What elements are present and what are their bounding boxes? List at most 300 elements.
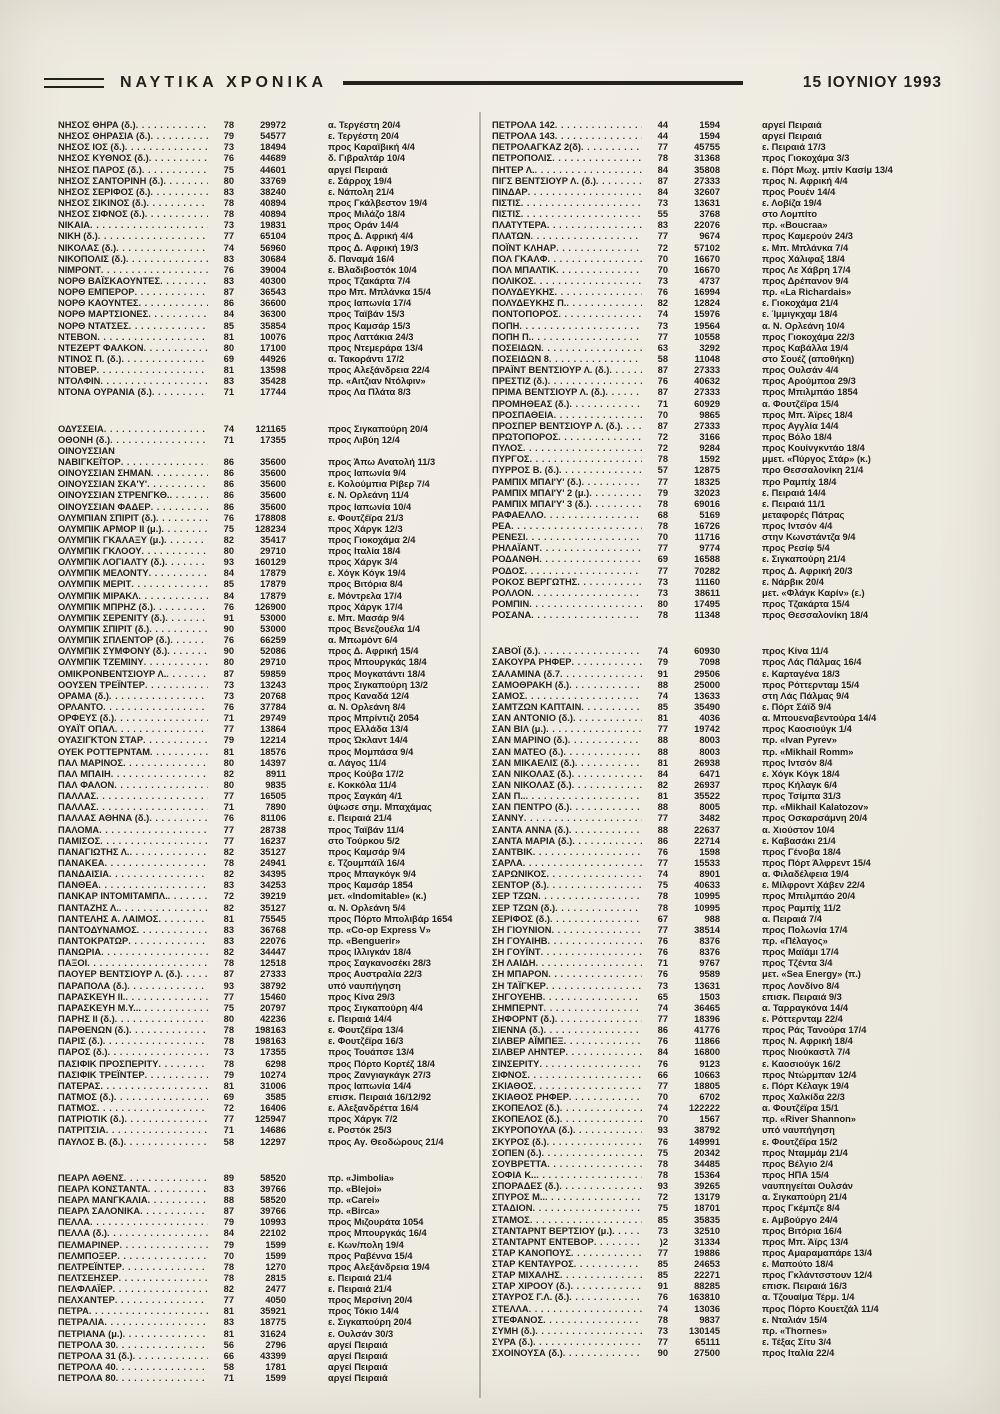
ship-status: μετ. «Sea Energy» (π.): [762, 969, 861, 980]
ship-status: ε. Μπ. Μπλάνκα 7/4: [762, 242, 849, 253]
dot-leader: [90, 1217, 208, 1228]
dot-leader: [563, 747, 642, 758]
ship-name: ΡΟΚΟΣ ΒΕΡΓΩΤΗΣ: [492, 576, 578, 587]
ship-tonnage: 54577: [260, 131, 286, 142]
ship-tonnage: 81106: [260, 813, 286, 824]
ship-tonnage: 12824: [694, 298, 720, 309]
ship-row: [492, 657, 944, 668]
ship-name-cell: [492, 454, 642, 465]
ship-name: ΟΛΥΜΠΙΚ ΓΚΛΟΟΥ: [58, 546, 142, 557]
ship-row: [492, 936, 944, 947]
ship-name-cell: [492, 836, 642, 847]
dot-leader: [119, 903, 208, 914]
ship-tonnage: 1567: [699, 1114, 720, 1125]
ship-name: ΝΤΟΝΑ ΟΥΡΑΝΙΑ (δ.): [58, 387, 152, 398]
dot-leader: [511, 521, 642, 532]
ship-name-cell: [492, 1092, 642, 1103]
ship-year: 74: [223, 423, 234, 434]
ship-tonnage: 43399: [260, 1350, 286, 1361]
dot-leader: [525, 532, 642, 543]
ship-name-cell: [58, 287, 208, 298]
ship-name-cell: [58, 332, 208, 343]
ship-row: [492, 802, 944, 813]
ship-name-cell: [58, 635, 208, 646]
ship-tonnage: 178808: [254, 512, 286, 523]
ship-name: ΣΗ ΓΟΥΪΝΤ: [492, 947, 541, 958]
ship-status: μμετ. «Πύργος Στάρ» (κ.): [762, 454, 871, 465]
ship-name: ΠΟΝΤΟΠΟΡΟΣ: [492, 309, 559, 320]
ship-name: ΣΥΡΑ (δ.): [492, 1337, 534, 1348]
ship-row: [58, 187, 472, 198]
ship-row: [58, 680, 472, 691]
ship-name: ΠΑΛ ΜΠΑΙΗ: [58, 768, 111, 779]
ship-name-cell: [58, 187, 208, 198]
dot-leader: [551, 925, 642, 936]
ship-tonnage: 125947: [254, 1114, 286, 1125]
ship-name: ΠΑΤΕΡΑΣ: [58, 1080, 101, 1091]
ship-name-cell: [492, 165, 642, 176]
ship-name-cell: [58, 153, 208, 164]
ship-status: προς Λονδίνο 8/4: [762, 980, 840, 991]
ship-status: προς Λιβύη 12/4: [328, 434, 400, 445]
ship-tonnage: 1270: [265, 1261, 286, 1272]
ship-status: προς Αγγλία 14/4: [762, 420, 839, 431]
ship-year: 66: [223, 1350, 234, 1361]
ship-year: 76: [657, 969, 668, 980]
dot-leader: [115, 724, 208, 735]
ship-status: προς Κίνα 11/4: [762, 646, 829, 657]
ship-name: ΡΗΛΑΪΑΝΤ: [492, 543, 540, 554]
ship-row: [492, 1192, 944, 1203]
dot-leader: [149, 624, 208, 635]
ship-name: ΠΑΛ ΜΑΡΙΝΟΣ: [58, 757, 123, 768]
dot-leader: [126, 254, 208, 265]
ship-name: ΟΥΑΪΤ ΟΠΑΛ: [58, 724, 115, 735]
dot-leader: [121, 457, 208, 468]
ship-year: 63: [657, 342, 668, 353]
ship-status: αργεί Πειραιά: [328, 1350, 388, 1361]
ship-tonnage: 44689: [260, 153, 286, 164]
ship-year: 77: [657, 476, 668, 487]
ship-name: ΠΑΝΘΕΑ: [58, 880, 99, 891]
dot-leader: [96, 791, 208, 802]
ship-year: 77: [223, 791, 234, 802]
ship-name: ΝΗΣΟΣ ΣΑΝΤΟΡΙΝΗ (δ.): [58, 175, 164, 186]
ship-year: 72: [657, 443, 668, 454]
ship-year: 79: [223, 131, 234, 142]
ship-tonnage: 18576: [260, 746, 286, 757]
masthead-rule: [343, 81, 743, 85]
ship-row: [58, 780, 472, 791]
ship-year: 72: [223, 1103, 234, 1114]
ship-name-cell: [58, 1003, 208, 1014]
ship-name-cell: [58, 903, 208, 914]
dot-leader: [152, 387, 208, 398]
ship-tonnage: 26937: [694, 780, 720, 791]
dot-leader: [547, 1137, 642, 1148]
ship-status: προς Κήλαγκ 6/4: [762, 780, 837, 791]
ship-year: 76: [657, 376, 668, 387]
ship-status: προς Μπ. Άϊρες 18/4: [762, 409, 853, 420]
ship-name-cell: [58, 176, 208, 187]
dot-leader: [115, 1295, 208, 1306]
dot-leader: [104, 1317, 208, 1328]
ship-year: 90: [657, 1348, 668, 1359]
ship-tonnage: 44601: [260, 164, 286, 175]
ship-name: ΠΟΛΙΚΟΣ: [492, 275, 534, 286]
dot-leader: [131, 579, 208, 590]
ship-name-cell: [492, 1125, 642, 1136]
ship-year: 72: [657, 242, 668, 253]
dot-leader: [519, 321, 642, 332]
ship-name-cell: [58, 243, 208, 254]
dot-leader: [124, 1114, 208, 1125]
ship-name: ΠΕΤΡΟΛΑ 80: [58, 1373, 116, 1384]
dot-leader: [560, 669, 642, 680]
ship-name: ΠΕΑΡΛ ΣΑΛΟΝΙΚΑ: [58, 1206, 141, 1217]
ship-row: [58, 457, 472, 468]
ship-name-cell: [492, 724, 642, 735]
ship-year: 78: [223, 1025, 234, 1036]
ship-name-cell: [58, 1284, 208, 1295]
dot-leader: [548, 376, 642, 387]
ship-status: προς Βιτόρια 8/4: [328, 579, 403, 590]
ship-status: α. Τζουαίμα Τέρμ. 1/4: [762, 1292, 855, 1303]
ship-year: 87: [657, 387, 668, 398]
ship-name-cell: [58, 1295, 208, 1306]
ship-name: ΠΑΟΥΕΡ ΒΕΝΤΣΙΟΥΡ Λ. (δ.): [58, 969, 181, 980]
ship-tonnage: 34485: [694, 1158, 720, 1169]
ship-year: 79: [223, 1217, 234, 1228]
ship-name-cell: [58, 947, 208, 958]
ship-status: προς Σαγκανοσέκι 28/3: [328, 958, 431, 969]
ship-row: [492, 243, 944, 254]
ship-name-cell: [58, 513, 208, 524]
dot-leader: [100, 376, 208, 387]
ship-year: 86: [223, 456, 234, 467]
ship-year: 84: [657, 768, 668, 779]
ship-row: [58, 657, 472, 668]
ship-year: 76: [657, 1058, 668, 1069]
ship-name: ΠΡΙΜΑ ΒΕΝΤΣΙΟΥΡ Λ. (δ.): [492, 387, 606, 398]
ship-name-cell: [492, 680, 642, 691]
ship-name: ΠΑΝΤΟΔΥΝΑΜΟΣ: [58, 924, 137, 935]
ship-year: 71: [223, 713, 234, 724]
dot-leader: [547, 254, 642, 265]
ship-row: [58, 424, 472, 435]
ship-row: [492, 702, 944, 713]
ship-row: [58, 490, 472, 501]
ship-year: 88: [657, 802, 668, 813]
ship-row: [58, 702, 472, 713]
dot-leader: [180, 969, 208, 980]
dot-leader: [106, 1125, 208, 1136]
dot-leader: [534, 276, 642, 287]
ship-name: ΣΑΜΟΣ: [492, 690, 525, 701]
dot-leader: [114, 713, 208, 724]
ship-status: προς Θεσσαλονίκη 18/4: [762, 610, 869, 621]
ship-name: ΝΑΒΙΓΚΕΪΤΟΡ: [58, 456, 121, 467]
ship-tonnage: 34253: [260, 880, 286, 891]
ship-name-cell: [492, 1259, 642, 1270]
ship-year: 83: [223, 935, 234, 946]
ship-name-cell: [492, 791, 642, 802]
ship-year: 76: [657, 287, 668, 298]
dot-leader: [523, 858, 642, 869]
ship-status: προς Ώκλαντ 14/4: [328, 735, 408, 746]
ship-name-cell: [492, 532, 642, 543]
ship-status: προς Μπιλμπάο 20/4: [762, 891, 856, 902]
dot-leader: [525, 691, 642, 702]
ship-status: προς Ζανγιαγκάγκ 27/3: [328, 1069, 431, 1080]
dot-leader: [114, 1092, 208, 1103]
ship-status: ε. Κων/πολη 19/4: [328, 1239, 404, 1250]
ship-row: [58, 791, 472, 802]
ship-name-cell: [58, 1173, 208, 1184]
ship-row: [58, 613, 472, 624]
ship-row: [492, 532, 944, 543]
ship-name-cell: [58, 1125, 208, 1136]
ship-name-cell: [492, 588, 642, 599]
ship-year: 84: [657, 164, 668, 175]
ship-year: 86: [223, 298, 234, 309]
ship-row: [492, 387, 944, 398]
ship-name-cell: [492, 1348, 642, 1359]
ship-name: ΠΙΣΤΙΣ: [492, 197, 521, 208]
ship-row: [492, 1337, 944, 1348]
ship-tonnage: 41776: [694, 1025, 720, 1036]
ship-year: 76: [657, 846, 668, 857]
ship-row: [492, 958, 944, 969]
ship-year: 77: [657, 1337, 668, 1348]
dot-leader: [525, 791, 642, 802]
ship-name-cell: [58, 825, 208, 836]
ship-row: [58, 1025, 472, 1036]
ship-name-cell: [492, 1003, 642, 1014]
ship-row: [492, 1170, 944, 1181]
ship-row: [58, 435, 472, 446]
dot-leader: [150, 747, 208, 758]
ship-name-cell: [492, 399, 642, 410]
ship-year: 76: [223, 702, 234, 713]
ship-name-cell: [58, 702, 208, 713]
dot-leader: [529, 1304, 642, 1315]
ship-row: [492, 1248, 944, 1259]
ship-name: ΣΟΦΙΑ Κ..: [492, 1169, 537, 1180]
ship-name-cell: [58, 1070, 208, 1081]
ship-status: προς Αγ. Θεοδώρους 21/4: [328, 1136, 444, 1147]
ship-name: ΝΟΡΘ ΜΑΡΤΣΙΟΝΕΣ: [58, 309, 149, 320]
ship-name: ΠΡΟΜΗΘΕΑΣ (δ.): [492, 398, 570, 409]
dot-leader: [147, 479, 208, 490]
ship-name: ΠΟΛ ΜΠΑΛΤΙΚ: [492, 264, 557, 275]
ship-name-cell: [58, 713, 208, 724]
ship-year: 71: [223, 387, 234, 398]
ship-row: [58, 969, 472, 980]
ship-name-cell: [492, 992, 642, 1003]
ship-row: [492, 1025, 944, 1036]
ship-year: 73: [223, 220, 234, 231]
ship-name-cell: [492, 410, 642, 421]
ship-status: δ. Γιβραλτάρ 10/4: [328, 153, 406, 164]
ship-row: [58, 1306, 472, 1317]
dot-leader: [535, 958, 642, 969]
ship-year: 78: [223, 1036, 234, 1047]
ship-name-cell: [58, 1317, 208, 1328]
ship-name-cell: [58, 1251, 208, 1262]
ship-year: 87: [223, 969, 234, 980]
ship-year: 76: [657, 935, 668, 946]
ship-row: [492, 287, 944, 298]
ship-year: 80: [223, 657, 234, 668]
ship-name: ΣΑΝ Π..: [492, 791, 526, 802]
ship-row: [58, 265, 472, 276]
ship-row: [492, 1215, 944, 1226]
ship-status: υπό ναυπήγηση: [762, 1125, 835, 1136]
ship-row: [492, 488, 944, 499]
ship-row: [492, 465, 944, 476]
ship-row: [58, 365, 472, 376]
ship-status: πρ. «Birca»: [328, 1206, 380, 1217]
ship-year: 83: [223, 1317, 234, 1328]
dot-leader: [589, 499, 642, 510]
ship-tonnage: 8005: [699, 802, 720, 813]
dot-leader: [149, 153, 208, 164]
ship-status: ε. Αλεξανδρέττα 16/4: [328, 1103, 419, 1114]
dot-leader: [546, 869, 642, 880]
ship-name-cell: [58, 657, 208, 668]
ship-tonnage: 10995: [694, 891, 720, 902]
ship-name: ΠΥΛΟΣ: [492, 443, 523, 454]
dot-leader: [167, 646, 208, 657]
ship-year: 70: [657, 532, 668, 543]
ship-year: 78: [223, 197, 234, 208]
dot-leader: [87, 958, 208, 969]
ship-year: 76: [223, 153, 234, 164]
dot-leader: [100, 836, 208, 847]
ship-status: προς Ράς Τανούρα 17/4: [762, 1025, 867, 1036]
ship-status: προς Μπουργκάς 18/4: [328, 657, 427, 668]
ship-name-cell: [492, 691, 642, 702]
ship-row: [492, 309, 944, 320]
ship-tonnage: 35490: [694, 702, 720, 713]
ship-year: 80: [657, 599, 668, 610]
ship-status: προς Ραβέννα 15/4: [328, 1250, 413, 1261]
dot-leader: [546, 880, 642, 891]
ship-tonnage: 7890: [265, 802, 286, 813]
ship-name: ΠΑΝΔΑΙΣΙΑ: [58, 869, 109, 880]
ship-status: προς Χάργκ 3/4: [328, 557, 398, 568]
ship-name: ΠΑΡΘΕΝΩΝ (δ.): [58, 1025, 129, 1036]
ship-status: προς Αυστραλία 22/3: [328, 969, 422, 980]
ship-name-cell: [492, 1248, 642, 1259]
ship-year: 71: [657, 958, 668, 969]
ship-tonnage: 35522: [694, 791, 720, 802]
ship-row: [58, 298, 472, 309]
ship-name-cell: [492, 1315, 642, 1326]
ship-tonnage: 40300: [260, 275, 286, 286]
ship-year: 70: [657, 409, 668, 420]
dot-leader: [527, 1070, 642, 1081]
ship-row: [58, 524, 472, 535]
ship-name: ΟΛΥΜΠΙΚ ΓΚΑΛΑΞΥ (μ.): [58, 534, 165, 545]
ship-status: ε. Αμβούργο 24/4: [762, 1214, 838, 1225]
ship-row: [58, 1195, 472, 1206]
ship-name-cell: [58, 165, 208, 176]
ship-name-cell: [492, 758, 642, 769]
ship-status: στη Λάς Πάλμας 9/4: [762, 690, 850, 701]
ship-status: ε. Ρόττερνταμ 22/4: [762, 1013, 843, 1024]
ship-tonnage: 3292: [699, 342, 720, 353]
ship-row: [58, 276, 472, 287]
ship-name-cell: [58, 1329, 208, 1340]
ship-year: 88: [657, 824, 668, 835]
ship-status: αργεί Πειραιά: [762, 120, 822, 130]
ship-name: ΟΙΝΟΥΣΣΙΑΝ ΣΚΑ'Υ': [58, 479, 148, 490]
ship-row: [492, 914, 944, 925]
ship-name-cell: [58, 321, 208, 332]
ship-tonnage: 29506: [694, 668, 720, 679]
dot-leader: [125, 992, 208, 1003]
dot-leader: [620, 421, 642, 432]
ship-year: 84: [657, 186, 668, 197]
ship-year: 84: [223, 1228, 234, 1239]
ship-year: 88: [223, 1194, 234, 1205]
ship-tonnage: 11048: [694, 353, 720, 364]
ship-row: [492, 1103, 944, 1114]
ship-status: προς Ντεμεράρα 13/4: [328, 342, 423, 353]
ship-row: [492, 1226, 944, 1237]
ship-tonnage: 33769: [260, 175, 286, 186]
ship-tonnage: 32023: [694, 487, 720, 498]
ship-tonnage: 35600: [260, 456, 286, 467]
ship-tonnage: 9123: [699, 1058, 720, 1069]
ship-tonnage: 57102: [694, 242, 720, 253]
ship-year: 87: [223, 287, 234, 298]
ship-year: 77: [657, 331, 668, 342]
ship-year: 76: [657, 1036, 668, 1047]
ship-tonnage: 12214: [260, 735, 286, 746]
dot-leader: [143, 343, 208, 354]
dot-leader: [569, 680, 642, 691]
ship-status: προς Αρούμποα 29/3: [762, 376, 856, 387]
ship-name: ΠΑΤΜΟΣ: [58, 1103, 97, 1114]
dot-leader: [546, 724, 642, 735]
ship-tonnage: 149991: [688, 1136, 720, 1147]
ship-year: 78: [657, 1169, 668, 1180]
ship-name: ΟΛΥΜΠΙΚ ΑΡΜΟΡ ΙΙ (μ.): [58, 523, 162, 534]
ship-name: ΡΟΔΟΣ: [492, 565, 525, 576]
ship-name: ΝΤΕΒΟΝ: [58, 331, 98, 342]
ship-tonnage: 13631: [694, 980, 720, 991]
ship-name-cell: [492, 1326, 642, 1337]
ship-name-cell: [492, 254, 642, 265]
ship-name: ΝΗΣΟΣ ΣΕΡΙΦΟΣ (δ.): [58, 186, 151, 197]
ship-row: [58, 1317, 472, 1328]
ship-name: ΣΗΓΟΥΕΗΒ: [492, 991, 543, 1002]
ship-year: 78: [657, 521, 668, 532]
ship-row: [58, 1262, 472, 1273]
ship-row: [58, 880, 472, 891]
ship-name: ΣΚΟΠΕΛΟΣ (δ.): [492, 1114, 560, 1125]
ship-tonnage: 122222: [688, 1103, 720, 1114]
ship-name-cell: [492, 1047, 642, 1058]
ship-status: προς Καοσιούγκ 1/4: [762, 724, 852, 735]
ship-name-cell: [492, 499, 642, 510]
ship-status: πρ. «Boucraa»: [762, 220, 828, 231]
ship-row: [58, 387, 472, 398]
ship-tonnage: 14686: [260, 1125, 286, 1136]
